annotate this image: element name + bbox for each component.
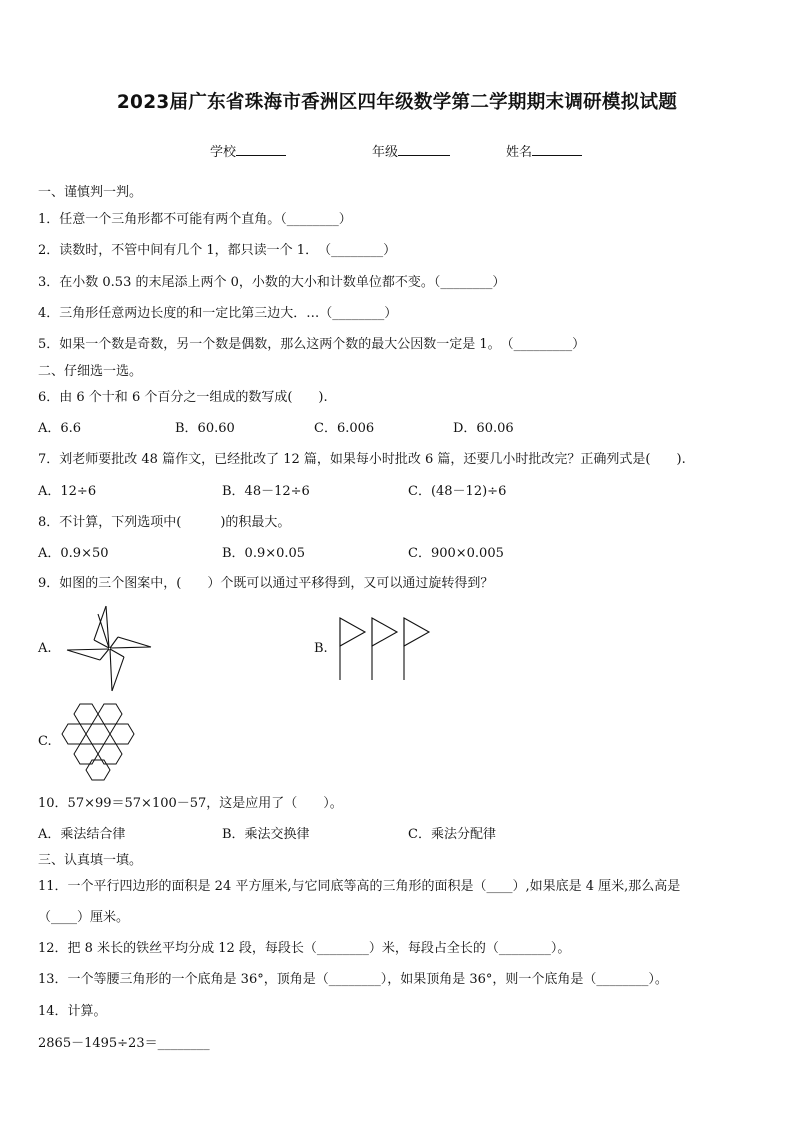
name-field[interactable] — [506, 141, 582, 160]
question-2: 2．读数时，不管中间有几个 1，都只读一个 1． （________） — [38, 243, 397, 258]
question-6: 6．由 6 个十和 6 个百分之一组成的数写成( ). — [38, 390, 328, 405]
grade-field[interactable] — [372, 141, 450, 160]
flags-figure — [334, 614, 434, 684]
section-heading-judge: 一、谨慎判一判。 — [38, 185, 143, 200]
page-title: 2023届广东省珠海市香洲区四年级数学第二学期期末调研模拟试题 — [116, 92, 678, 113]
q9-option-c-label: C. — [38, 734, 52, 749]
question-7: 7．刘老师要批改 48 篇作文，已经批改了 12 篇，如果每小时批改 6 篇，还要几小时批改完？正确列式是( ). — [38, 452, 686, 467]
question-14: 14．计算。 — [38, 1004, 107, 1019]
pinwheel-figure — [64, 604, 154, 694]
q6-option-d: D．60.06 — [453, 421, 514, 436]
q10-option-b: B．乘法交换律 — [222, 827, 310, 842]
question-12: 12．把 8 米长的铁丝平均分成 12 段，每段长（________）米，每段占全长的（________）。 — [38, 941, 571, 956]
q6-option-c: C．6.006 — [314, 421, 375, 436]
q10-option-a: A．乘法结合律 — [38, 827, 126, 842]
question-11-line-2: （____）厘米。 — [38, 910, 130, 925]
question-3: 3．在小数 0.53 的末尾添上两个 0，小数的大小和计数单位都不变。（________） — [38, 275, 506, 290]
grade-blank[interactable] — [398, 143, 450, 156]
question-10: 10．57×99＝57×100－57，这是应用了（ ）。 — [38, 796, 343, 811]
question-14-expression: 2865－1495÷23＝________ — [38, 1036, 210, 1051]
section-heading-fill: 三、认真填一填。 — [38, 853, 143, 868]
q8-option-c: C．900×0.005 — [408, 546, 504, 561]
question-4: 4．三角形任意两边长度的和一定比第三边大．…（________） — [38, 306, 398, 321]
q6-option-b: B．60.60 — [175, 421, 235, 436]
question-5: 5．如果一个数是奇数，另一个数是偶数，那么这两个数的最大公因数一定是 1。 （_________） — [38, 337, 586, 352]
question-1: 1．任意一个三角形都不可能有两个直角。（________） — [38, 212, 352, 227]
q7-option-c: C．(48－12)÷6 — [408, 484, 507, 499]
q9-option-b-label: B. — [314, 641, 328, 656]
q8-option-b: B．0.9×0.05 — [222, 546, 306, 561]
school-blank[interactable] — [236, 143, 286, 156]
school-field[interactable] — [210, 141, 286, 160]
q7-option-b: B．48－12÷6 — [222, 484, 310, 499]
name-label: 姓名 — [506, 145, 533, 160]
q9-option-a-label: A. — [38, 641, 52, 656]
grade-label: 年级 — [372, 145, 399, 160]
section-heading-choose: 二、仔细选一选。 — [38, 364, 143, 379]
q10-option-c: C．乘法分配律 — [408, 827, 496, 842]
question-9: 9．如图的三个图案中，( ）个既可以通过平移得到，又可以通过旋转得到？ — [38, 576, 494, 591]
school-label: 学校 — [210, 145, 237, 160]
name-blank[interactable] — [532, 143, 582, 156]
q8-option-a: A．0.9×50 — [38, 546, 109, 561]
q6-option-a: A．6.6 — [38, 421, 82, 436]
question-13: 13．一个等腰三角形的一个底角是 36°，顶角是（________），如果顶角是 36°，则一个底角是（________）。 — [38, 972, 668, 987]
q7-option-a: A．12÷6 — [38, 484, 97, 499]
question-8: 8．不计算，下列选项中( )的积最大。 — [38, 515, 291, 530]
question-11-line-1: 11．一个平行四边形的面积是 24 平方厘米,与它同底等高的三角形的面积是（____）,如果底是 4 厘米,那么高是 — [38, 879, 681, 894]
hexagon-pattern-figure — [60, 702, 140, 782]
